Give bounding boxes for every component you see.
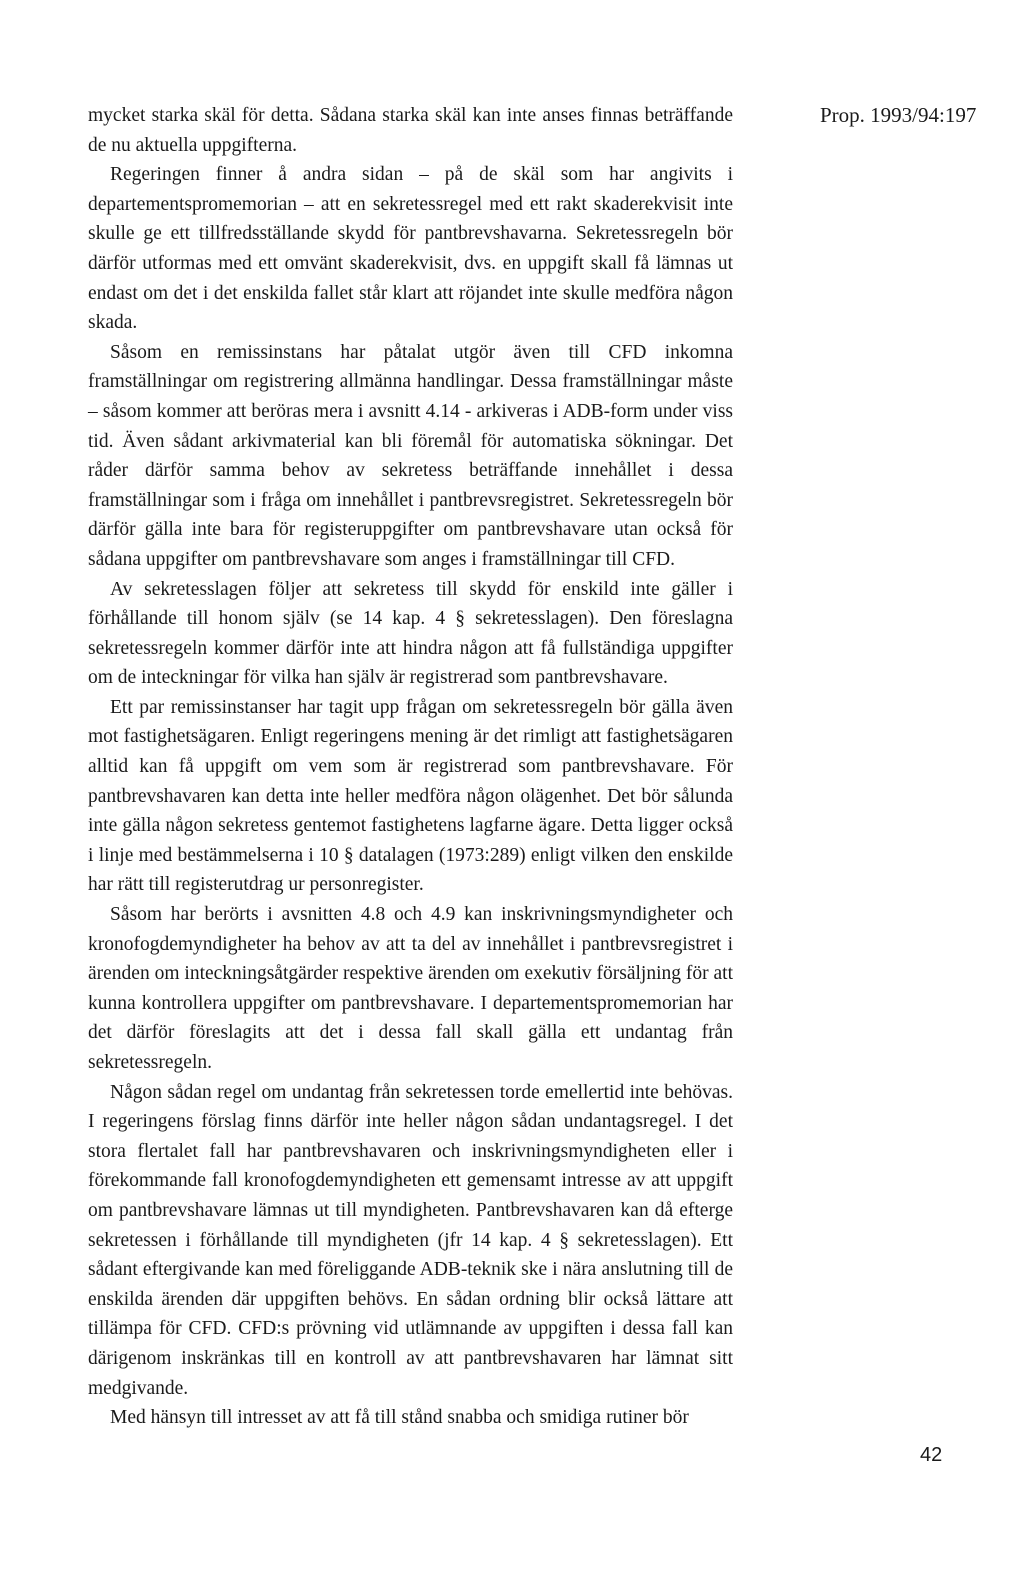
paragraph: Ett par remissinstanser har tagit upp frågan om sekretessregeln bör gälla även mot fastighetsägaren. Enligt regeringens mening är det rimligt att fastighetsägaren alltid kan få uppgift om vem som är registrerad som pantbrevshavare. För pantbrevshavaren kan detta inte heller medföra någon olägenhet. Det bör sålunda inte gälla någon sekretess gentemot fastighetens lagfarne ägare. Detta ligger också i linje med bestämmelserna i 10 § datalagen (1973:289) enligt vilken den enskilde har rätt till registerutdrag ur personregister. xyxy=(88,696,733,896)
proposition-reference: Prop. 1993/94:197 xyxy=(820,103,977,127)
paragraph-last: Med hänsyn till intresset av att få till stånd snabba och smidiga rutiner bör xyxy=(110,1407,689,1429)
paragraph: Såsom har berörts i avsnitten 4.8 och 4.9 kan inskrivningsmyndigheter och kronofogdemyndigheter ha behov av att ta del av innehållet i pantbrevsregistret i ärenden om inteckningsåtgärder respektive ärenden om exekutiv försäljning för att kunna kontrollera uppgifter om pantbrevshavare. I departementspromemorian har det därför föreslagits att det i dessa fall skall gälla ett undantag från sekretessregeln. xyxy=(88,904,733,1073)
paragraph: Någon sådan regel om undantag från sekretessen torde emellertid inte behövas. I regeringens förslag finns därför inte heller någon sådan undantagsregel. I det stora flertalet fall har pantbrevshavaren och inskrivningsmyndigheten eller i förekommande fall kronofogdemyndigheten ett gemensamt intresse av att uppgift om pantbrevshavare lämnas ut till myndigheten. Pantbrevshavaren kan då efterge sekretessen i förhållande till myndigheten (jfr 14 kap. 4 § sekretesslagen). Ett sådant eftergivande kan med föreliggande ADB-teknik ske i nära anslutning till de enskilda ärenden där uppgiften behövs. En sådan ordning blir också lättare att tillämpa för CFD. CFD:s prövning vid utlämnande av uppgiften i dessa fall kan därigenom inskränkas till en kontroll av att pantbrevshavaren har lämnat sitt medgivande. xyxy=(88,1081,733,1399)
page-number: 42 xyxy=(920,1444,943,1466)
paragraph: Av sekretesslagen följer att sekretess till skydd för enskild inte gäller i förhållande till honom själv (se 14 kap. 4 § sekretesslagen). Den föreslagna sekretessregeln kommer därför inte att hindra någon att få fullständiga uppgifter om de inteckningar för vilka han själv är registrerad som pantbrevshavare. xyxy=(88,578,733,689)
paragraph-continuation: mycket starka skäl för detta. Sådana starka skäl kan inte anses finnas beträffande de nu aktuella uppgifterna. xyxy=(88,105,733,156)
paragraph: Såsom en remissinstans har påtalat utgör även till CFD inkomna framställningar om registrering allmänna handlingar. Dessa framställningar måste – såsom kommer att beröras mera i avsnitt 4.14 - arkiveras i ADB-form under viss tid. Även sådant arkivmaterial kan bli föremål för automatiska sökningar. Det råder därför samma behov av sekretess beträffande innehållet i dessa framställningar som i fråga om innehållet i pantbrevsregistret. Sekretessregeln bör därför gälla inte bara för registeruppgifter om pantbrevshavare utan också för sådana uppgifter om pantbrevshavare som anges i framställningar till CFD. xyxy=(88,341,733,570)
paragraph: Regeringen finner å andra sidan – på de skäl som har angivits i departementspromemorian – att en sekretessregel med ett rakt skaderekvisit inte skulle ge ett tillfredsställande skydd för pantbrevshavarna. Sekretessregeln bör därför utformas med ett omvänt skaderekvisit, dvs. en uppgift skall få lämnas ut endast om det i det enskilda fallet står klart att röjandet inte skulle medföra någon skada. xyxy=(88,164,733,334)
body-text xyxy=(88,101,733,1433)
